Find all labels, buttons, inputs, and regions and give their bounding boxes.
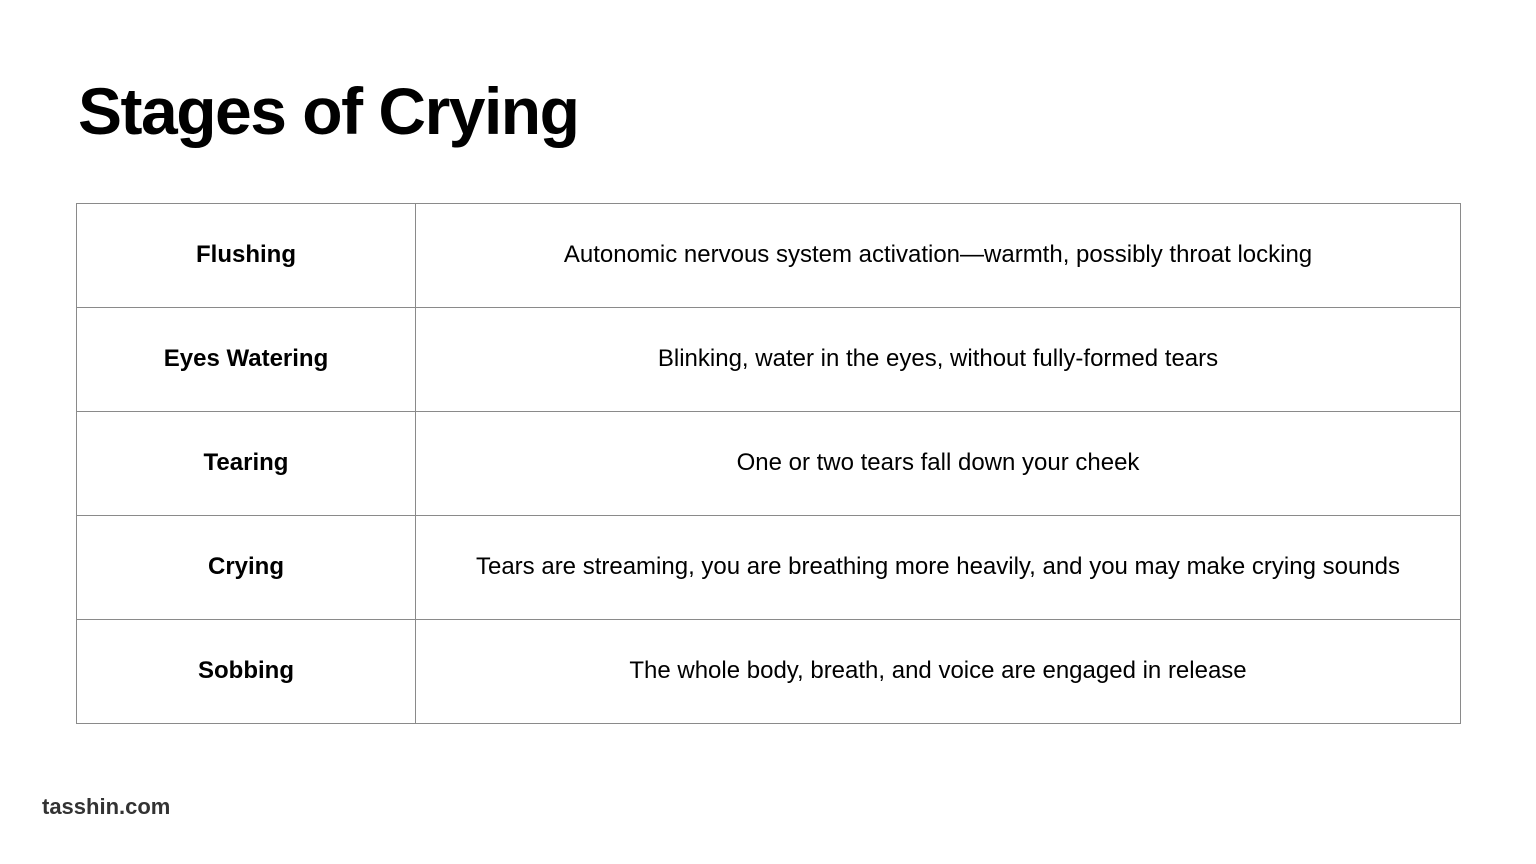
table-row bbox=[77, 204, 1461, 308]
table-row bbox=[77, 308, 1461, 412]
stage-description-cell: The whole body, breath, and voice are engaged in release bbox=[416, 620, 1461, 724]
stage-name-cell: Eyes Watering bbox=[77, 308, 416, 412]
stages-table bbox=[76, 203, 1461, 724]
stage-description-cell: One or two tears fall down your cheek bbox=[416, 412, 1461, 516]
stage-name-cell: Crying bbox=[77, 516, 416, 620]
table-row bbox=[77, 516, 1461, 620]
stage-name-cell: Sobbing bbox=[77, 620, 416, 724]
stage-description-cell: Tears are streaming, you are breathing more heavily, and you may make crying sounds bbox=[416, 516, 1461, 620]
stage-name-cell: Tearing bbox=[77, 412, 416, 516]
page-title: Stages of Crying bbox=[78, 74, 579, 148]
table-row bbox=[77, 412, 1461, 516]
stage-description-cell: Autonomic nervous system activation—warmth, possibly throat locking bbox=[416, 204, 1461, 308]
stage-description-cell: Blinking, water in the eyes, without fully-formed tears bbox=[416, 308, 1461, 412]
stage-name-cell: Flushing bbox=[77, 204, 416, 308]
footer-brand: tasshin.com bbox=[42, 794, 171, 819]
table-row bbox=[77, 620, 1461, 724]
